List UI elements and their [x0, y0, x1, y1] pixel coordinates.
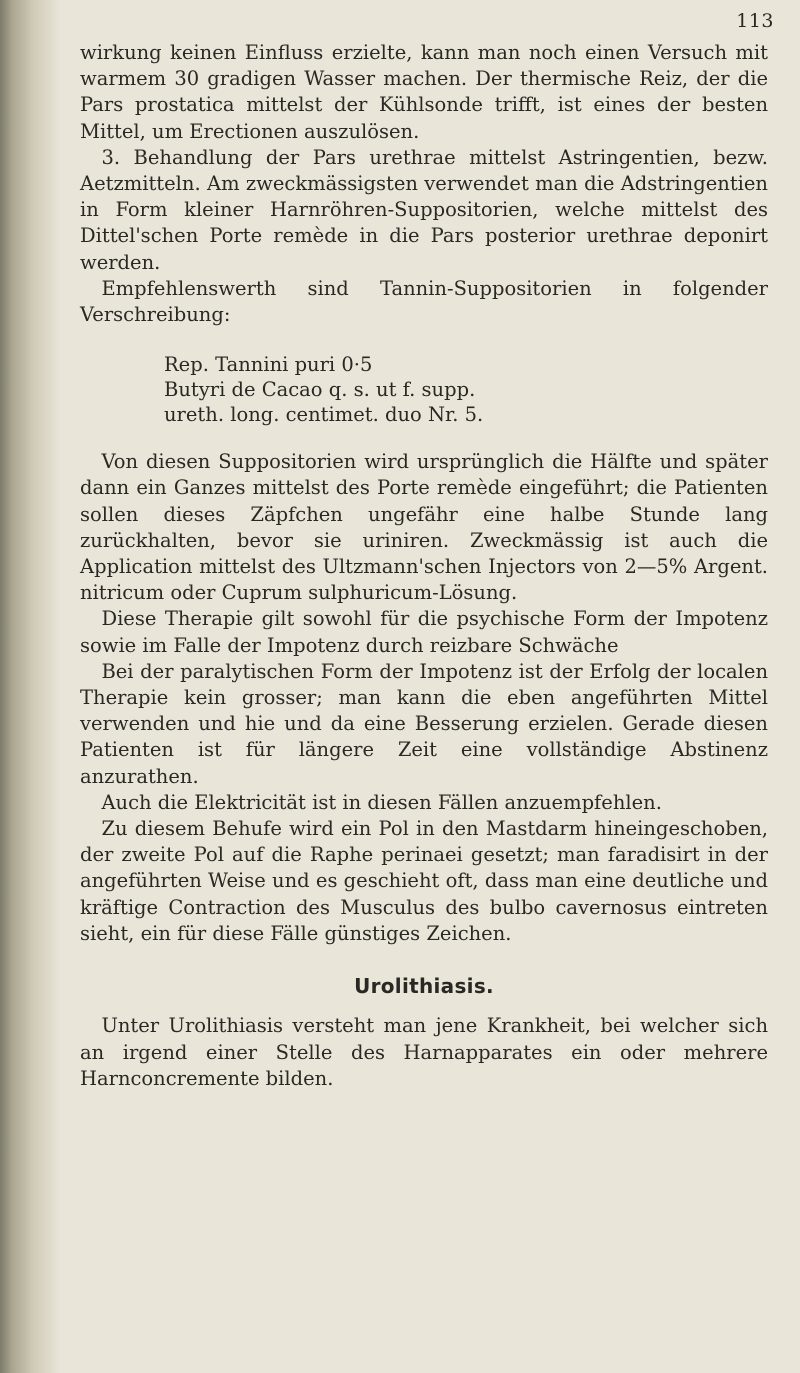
- paragraph: Auch die Elektricität ist in diesen Fällen anzuempfehlen.: [101, 790, 662, 814]
- paragraph: wirkung keinen Einfluss erzielte, kann man noch einen Versuch mit warmem 30 gradigen Wasser machen. Der thermische Reiz, der die Pars prostatica mittelst der Kühlsonde trifft, ist eines der besten Mittel, um Erectionen auszulösen.: [80, 41, 768, 143]
- paragraph: 3. Behandlung der Pars urethrae mittelst Astringentien, bezw. Aetzmitteln. Am zweckmässigsten verwendet man die Adstringentien in Form kleiner Harnröhren-Suppositorien, welche mittelst des Dittel'schen Porte remède in die Pars posterior urethrae deponirt werden.: [80, 145, 768, 274]
- paragraph: Von diesen Suppositorien wird ursprünglich die Hälfte und später dann ein Ganzes mittelst des Porte remède eingeführt; die Patienten sollen dieses Zäpfchen ungefähr eine halbe Stunde lang zurückhalten, bevor sie uriniren. Zweckmässig ist auch die Application mittelst des Ultzmann'schen Injectors von 2—5% Argent. nitricum oder Cuprum sulphuricum-Lösung.: [80, 450, 768, 605]
- paragraph: Empfehlenswerth sind Tannin-Suppositorien in folgender Verschreibung:: [80, 276, 768, 327]
- prescription-line: Butyri de Cacao q. s. ut f. supp.: [164, 378, 476, 402]
- paragraph: Unter Urolithiasis versteht man jene Krankheit, bei welcher sich an irgend einer Stelle des Harnapparates ein oder mehrere Harnconcremente bilden.: [80, 1014, 768, 1090]
- page-body: [80, 40, 768, 1092]
- paragraph: Diese Therapie gilt sowohl für die psychische Form der Impotenz sowie im Falle der Impotenz durch reizbare Schwäche: [80, 607, 768, 657]
- page-number: 113: [736, 10, 774, 32]
- prescription-line: ureth. long. centimet. duo Nr. 5.: [164, 403, 484, 427]
- page-edge-shadow: [0, 0, 60, 1373]
- paragraph: Zu diesem Behufe wird ein Pol in den Mastdarm hineingeschoben, der zweite Pol auf die Raphe perinaei gesetzt; man faradisirt in der angeführten Weise und es geschieht oft, dass man eine deutliche und kräftige Contraction des Musculus des bulbo cavernosus eintreten sieht, ein für diese Fälle günstiges Zeichen.: [80, 817, 768, 945]
- prescription-line: Rep. Tannini puri 0·5: [164, 353, 373, 377]
- prescription-block: [80, 352, 768, 427]
- paragraph: Bei der paralytischen Form der Impotenz ist der Erfolg der localen Therapie kein grosser; man kann die eben angeführten Mittel verwenden und hie und da eine Besserung erzielen. Gerade diesen Patienten ist für längere Zeit eine vollständige Abstinenz anzurathen.: [80, 659, 768, 788]
- section-heading: Urolithiasis.: [354, 974, 494, 999]
